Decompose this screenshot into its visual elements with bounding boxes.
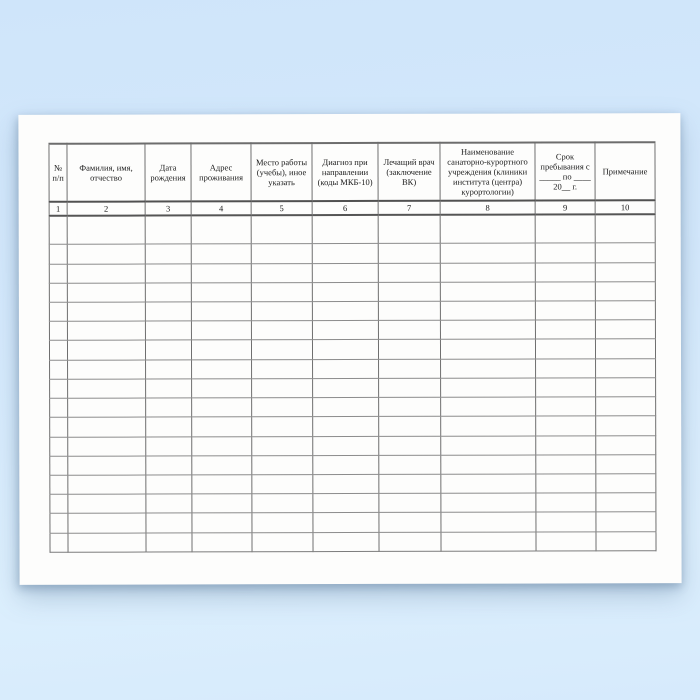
empty-cell [192, 494, 252, 513]
empty-cell [49, 341, 67, 360]
empty-cell [68, 398, 146, 417]
empty-cell [146, 475, 192, 494]
column-header-1: № п/п [49, 144, 67, 202]
empty-row [49, 281, 655, 302]
empty-cell [313, 455, 379, 474]
empty-cell [252, 398, 313, 417]
empty-cell [596, 493, 656, 512]
empty-cell [49, 216, 67, 245]
empty-cell [312, 301, 378, 320]
empty-row [49, 214, 655, 244]
empty-cell [440, 215, 535, 244]
empty-cell [68, 456, 146, 475]
empty-cell [252, 359, 313, 378]
empty-cell [596, 474, 656, 493]
empty-cell [535, 282, 595, 301]
empty-cell [146, 456, 192, 475]
empty-cell [251, 321, 312, 340]
empty-cell [252, 378, 313, 397]
empty-cell [379, 436, 441, 455]
empty-cell [67, 264, 145, 283]
empty-cell [536, 416, 596, 435]
empty-cell [595, 320, 655, 339]
empty-cell [536, 378, 596, 397]
empty-cell [535, 301, 595, 320]
empty-cell [313, 359, 379, 378]
empty-cell [68, 533, 146, 553]
empty-cell [378, 215, 440, 244]
empty-rows-body [49, 214, 656, 552]
empty-cell [441, 512, 536, 531]
column-header-10: Примечание [595, 142, 655, 200]
empty-cell [50, 360, 68, 379]
column-number-5: 5 [251, 201, 312, 215]
empty-cell [379, 417, 441, 436]
empty-row [50, 397, 656, 418]
empty-row [50, 474, 656, 495]
empty-cell [440, 263, 535, 282]
column-number-2: 2 [67, 202, 145, 216]
empty-cell [378, 340, 440, 359]
empty-row [50, 531, 656, 552]
empty-cell [192, 417, 252, 436]
empty-cell [313, 417, 379, 436]
empty-cell [67, 283, 145, 302]
column-header-6: Диагноз при направлении (коды МКБ-10) [312, 143, 378, 201]
column-header-8: Наименование санаторно-курортного учреждения (клиники института (центра) курортологии) [440, 143, 535, 201]
empty-cell [68, 494, 146, 513]
empty-cell [252, 455, 313, 474]
empty-cell [536, 512, 596, 531]
empty-cell [191, 302, 251, 321]
empty-cell [145, 244, 191, 263]
empty-cell [192, 455, 252, 474]
empty-cell [192, 475, 252, 494]
empty-cell [441, 532, 536, 552]
empty-cell [596, 435, 656, 454]
empty-cell [191, 321, 251, 340]
paper-sheet [18, 113, 681, 585]
empty-cell [68, 513, 146, 532]
empty-cell [440, 243, 535, 262]
empty-cell [313, 378, 379, 397]
empty-cell [68, 360, 146, 379]
empty-cell [536, 358, 596, 377]
empty-cell [252, 532, 313, 552]
column-number-8: 8 [440, 201, 535, 215]
empty-cell [146, 379, 192, 398]
empty-cell [67, 321, 145, 340]
empty-cell [49, 302, 67, 321]
column-number-10: 10 [595, 200, 655, 214]
empty-cell [441, 493, 536, 512]
empty-cell [146, 494, 192, 513]
empty-cell [378, 244, 440, 263]
empty-cell [313, 532, 379, 552]
empty-cell [440, 301, 535, 320]
column-number-4: 4 [191, 201, 251, 215]
empty-cell [67, 244, 145, 263]
empty-cell [596, 512, 656, 531]
empty-cell [252, 436, 313, 455]
empty-cell [191, 215, 251, 244]
empty-cell [596, 416, 656, 435]
column-number-1: 1 [49, 202, 67, 216]
empty-cell [145, 263, 191, 282]
empty-cell [251, 263, 312, 282]
empty-cell [536, 435, 596, 454]
column-header-4: Адрес проживания [191, 143, 251, 201]
empty-cell [379, 397, 441, 416]
empty-cell [440, 339, 535, 358]
empty-cell [440, 320, 535, 339]
empty-cell [313, 398, 379, 417]
empty-row [50, 493, 656, 514]
empty-cell [379, 378, 441, 397]
empty-row [49, 339, 655, 360]
empty-cell [192, 513, 252, 532]
empty-cell [68, 437, 146, 456]
empty-cell [535, 243, 595, 262]
empty-cell [251, 340, 312, 359]
empty-cell [49, 283, 67, 302]
empty-cell [379, 474, 441, 493]
column-number-9: 9 [535, 200, 595, 214]
empty-cell [379, 455, 441, 474]
empty-cell [252, 475, 313, 494]
empty-row [50, 378, 656, 399]
empty-cell [441, 455, 536, 474]
empty-cell [312, 215, 378, 244]
empty-cell [50, 379, 68, 398]
empty-cell [146, 398, 192, 417]
empty-cell [313, 494, 379, 513]
empty-cell [251, 215, 312, 244]
empty-cell [191, 283, 251, 302]
empty-cell [49, 264, 67, 283]
empty-cell [535, 339, 595, 358]
empty-cell [192, 398, 252, 417]
empty-cell [312, 263, 378, 282]
empty-cell [67, 340, 145, 359]
empty-cell [252, 513, 313, 532]
empty-cell [312, 321, 378, 340]
empty-row [50, 416, 656, 437]
empty-cell [68, 417, 146, 436]
empty-cell [251, 282, 312, 301]
empty-cell [146, 513, 192, 532]
empty-cell [535, 320, 595, 339]
empty-cell [379, 493, 441, 512]
empty-cell [68, 475, 146, 494]
empty-cell [145, 283, 191, 302]
empty-cell [68, 379, 146, 398]
empty-cell [378, 263, 440, 282]
empty-cell [191, 244, 251, 263]
column-header-2: Фамилия, имя, отчество [67, 144, 145, 202]
empty-cell [146, 417, 192, 436]
empty-cell [378, 320, 440, 339]
empty-cell [145, 302, 191, 321]
empty-cell [441, 436, 536, 455]
empty-cell [50, 475, 68, 494]
empty-cell [191, 340, 251, 359]
empty-cell [440, 282, 535, 301]
empty-cell [251, 302, 312, 321]
empty-cell [192, 436, 252, 455]
empty-row [50, 358, 656, 379]
empty-cell [50, 533, 68, 552]
empty-cell [379, 359, 441, 378]
column-header-3: Дата рождения [145, 143, 191, 201]
empty-cell [441, 397, 536, 416]
empty-cell [596, 378, 656, 397]
empty-cell [192, 532, 252, 552]
empty-row [49, 301, 655, 322]
empty-cell [145, 321, 191, 340]
empty-cell [596, 397, 656, 416]
empty-cell [312, 340, 378, 359]
empty-row [49, 243, 655, 264]
empty-cell [536, 474, 596, 493]
empty-cell [535, 214, 595, 243]
empty-cell [312, 282, 378, 301]
empty-cell [595, 262, 655, 281]
empty-cell [596, 454, 656, 473]
empty-cell [378, 301, 440, 320]
empty-cell [441, 474, 536, 493]
empty-cell [379, 532, 441, 552]
column-header-5: Место работы (учебы), иное указать [251, 143, 312, 201]
empty-cell [313, 474, 379, 493]
empty-cell [536, 455, 596, 474]
empty-cell [379, 513, 441, 532]
empty-cell [146, 360, 192, 379]
empty-cell [50, 437, 68, 456]
empty-cell [145, 340, 191, 359]
empty-cell [595, 339, 655, 358]
column-number-6: 6 [312, 201, 378, 215]
empty-cell [535, 262, 595, 281]
empty-cell [441, 378, 536, 397]
column-header-7: Лечащий врач (заключение ВК) [378, 143, 440, 201]
empty-cell [49, 321, 67, 340]
empty-cell [49, 245, 67, 264]
empty-cell [536, 397, 596, 416]
empty-row [50, 435, 656, 456]
empty-cell [146, 533, 192, 553]
empty-cell [50, 418, 68, 437]
empty-cell [313, 513, 379, 532]
empty-cell [595, 243, 655, 262]
empty-cell [50, 494, 68, 513]
empty-cell [145, 215, 191, 244]
empty-cell [50, 514, 68, 533]
empty-cell [252, 494, 313, 513]
empty-cell [50, 398, 68, 417]
column-number-3: 3 [145, 201, 191, 215]
empty-cell [596, 531, 656, 551]
empty-cell [595, 301, 655, 320]
empty-cell [50, 456, 68, 475]
empty-cell [536, 531, 596, 551]
empty-row [49, 262, 655, 283]
empty-cell [595, 214, 655, 243]
empty-cell [67, 216, 145, 245]
empty-cell [252, 417, 313, 436]
empty-cell [312, 244, 378, 263]
empty-cell [378, 282, 440, 301]
empty-cell [146, 436, 192, 455]
empty-cell [313, 436, 379, 455]
empty-cell [595, 281, 655, 300]
column-header-9: Срок пребывания с _____ по ____ 20__ г. [535, 142, 595, 200]
empty-row [50, 512, 656, 533]
register-table [48, 141, 656, 553]
empty-cell [441, 416, 536, 435]
empty-cell [596, 358, 656, 377]
empty-cell [441, 359, 536, 378]
table-header-row [49, 142, 655, 202]
empty-cell [191, 263, 251, 282]
empty-cell [67, 302, 145, 321]
column-number-7: 7 [378, 201, 440, 215]
empty-cell [536, 493, 596, 512]
empty-row [49, 320, 655, 341]
empty-cell [192, 359, 252, 378]
empty-cell [251, 244, 312, 263]
empty-cell [192, 379, 252, 398]
empty-row [50, 454, 656, 475]
